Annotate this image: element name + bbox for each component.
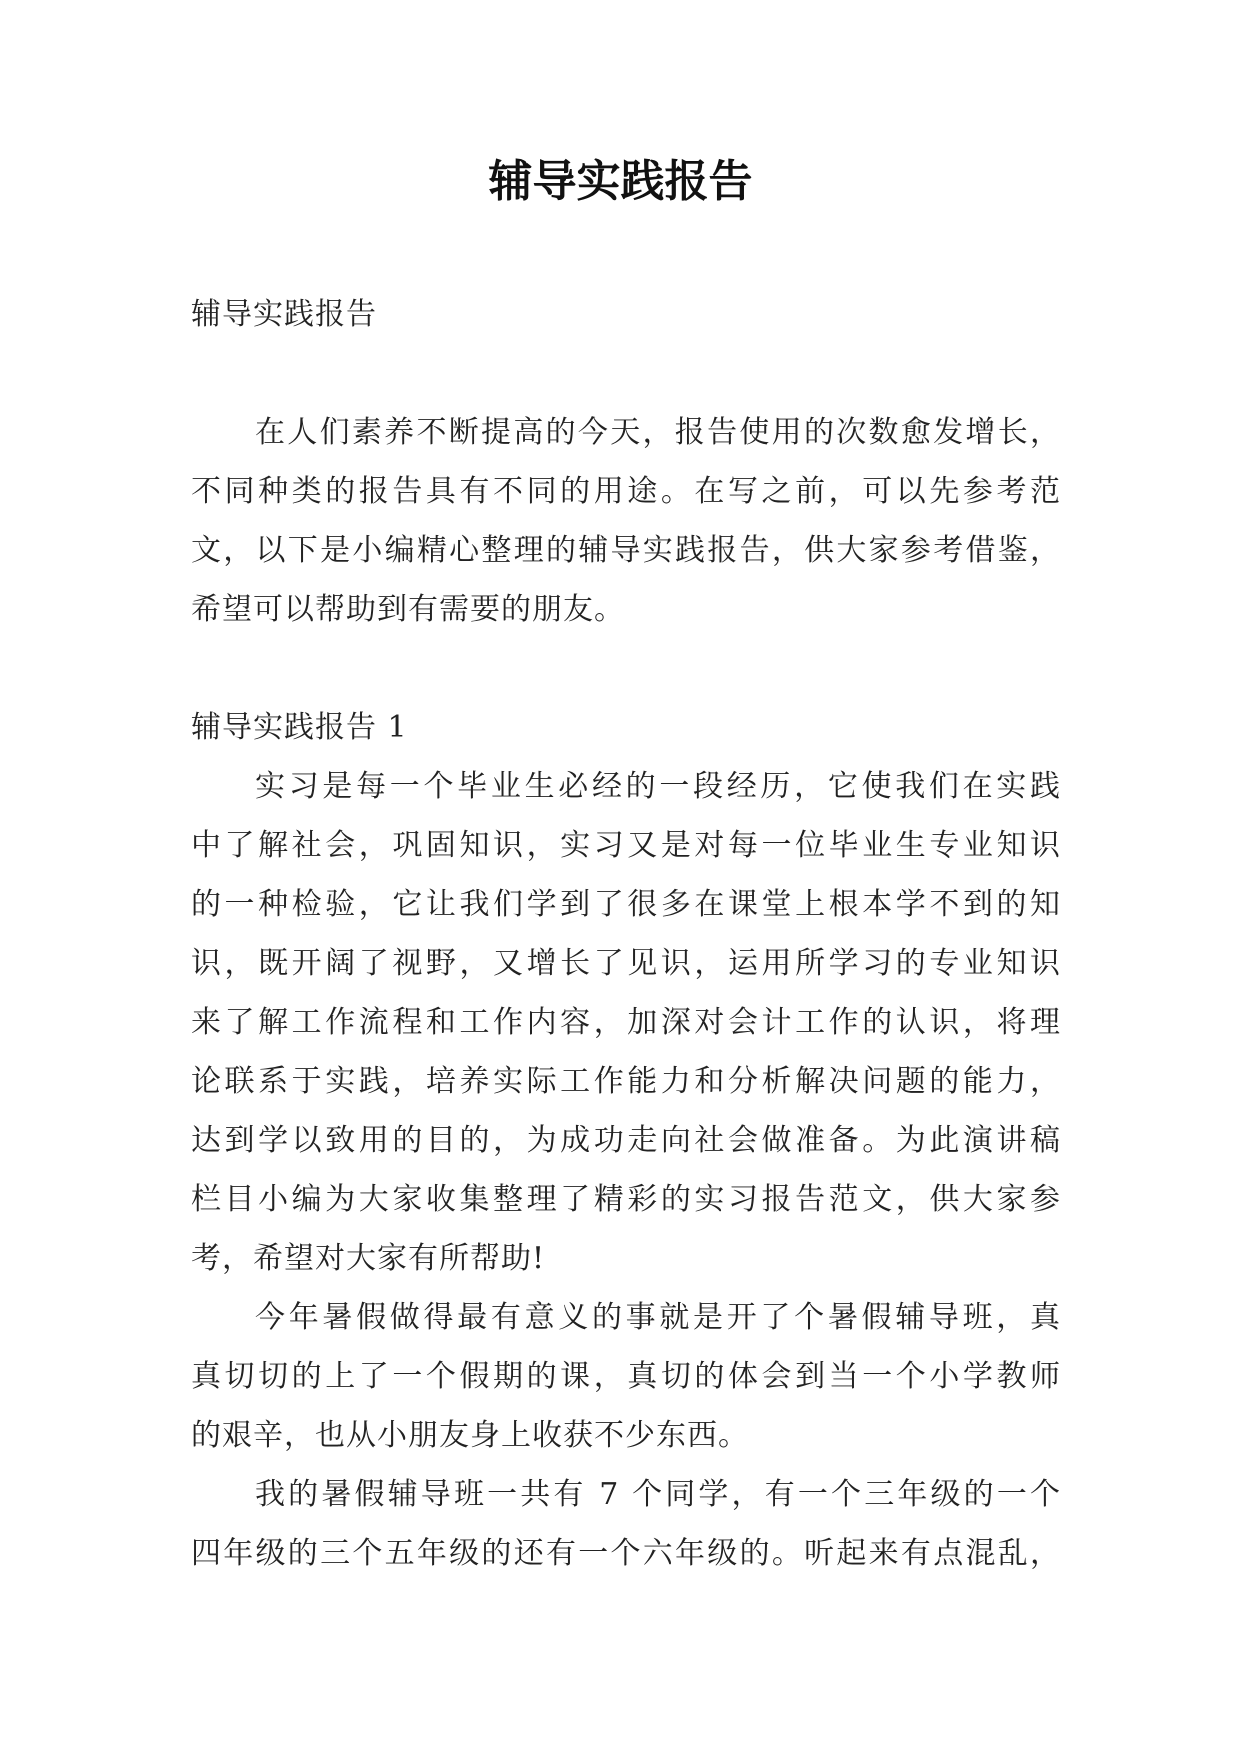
text-line: 今年暑假做得最有意义的事就是开了个暑假辅导班，真 bbox=[255, 1300, 1061, 1335]
text-line: 文，以下是小编精心整理的辅导实践报告，供大家参考借鉴， bbox=[191, 533, 1061, 568]
document-title: 辅导实践报告 bbox=[488, 156, 753, 207]
intro-paragraph bbox=[191, 403, 1061, 639]
text-line: 实习是每一个毕业生必经的一段经历，它使我们在实践 bbox=[255, 769, 1061, 804]
document-subtitle: 辅导实践报告 bbox=[191, 297, 377, 332]
text-line: 中了解社会，巩固知识，实习又是对每一位毕业生专业知识 bbox=[191, 828, 1061, 863]
section-heading: 辅导实践报告 1 bbox=[191, 710, 408, 745]
text-line: 识，既开阔了视野，又增长了见识，运用所学习的专业知识 bbox=[191, 946, 1061, 981]
text-line: 考，希望对大家有所帮助! bbox=[191, 1241, 546, 1276]
text-line: 在人们素养不断提高的今天，报告使用的次数愈发增长， bbox=[255, 415, 1061, 450]
text-line: 论联系于实践，培养实际工作能力和分析解决问题的能力， bbox=[191, 1064, 1061, 1099]
text-line: 的一种检验，它让我们学到了很多在课堂上根本学不到的知 bbox=[191, 887, 1061, 922]
text-line: 的艰辛，也从小朋友身上收获不少东西。 bbox=[191, 1418, 749, 1453]
paragraph-3 bbox=[191, 1465, 1061, 1583]
text-line: 四年级的三个五年级的还有一个六年级的。听起来有点混乱， bbox=[191, 1536, 1061, 1571]
text-line: 我的暑假辅导班一共有 7 个同学，有一个三年级的一个 bbox=[255, 1477, 1061, 1512]
spacer bbox=[191, 639, 1061, 698]
text-line: 栏目小编为大家收集整理了精彩的实习报告范文，供大家参 bbox=[191, 1182, 1061, 1217]
text-line: 希望可以帮助到有需要的朋友。 bbox=[191, 592, 625, 627]
paragraph-2 bbox=[191, 1288, 1061, 1465]
text-line: 来了解工作流程和工作内容，加深对会计工作的认识，将理 bbox=[191, 1005, 1061, 1040]
spacer bbox=[191, 344, 1061, 403]
text-line: 不同种类的报告具有不同的用途。在写之前，可以先参考范 bbox=[191, 474, 1061, 509]
text-line: 达到学以致用的目的，为成功走向社会做准备。为此演讲稿 bbox=[191, 1123, 1061, 1158]
text-line: 真切切的上了一个假期的课，真切的体会到当一个小学教师 bbox=[191, 1359, 1061, 1394]
document-body bbox=[191, 285, 1061, 1583]
paragraph-1 bbox=[191, 757, 1061, 1288]
